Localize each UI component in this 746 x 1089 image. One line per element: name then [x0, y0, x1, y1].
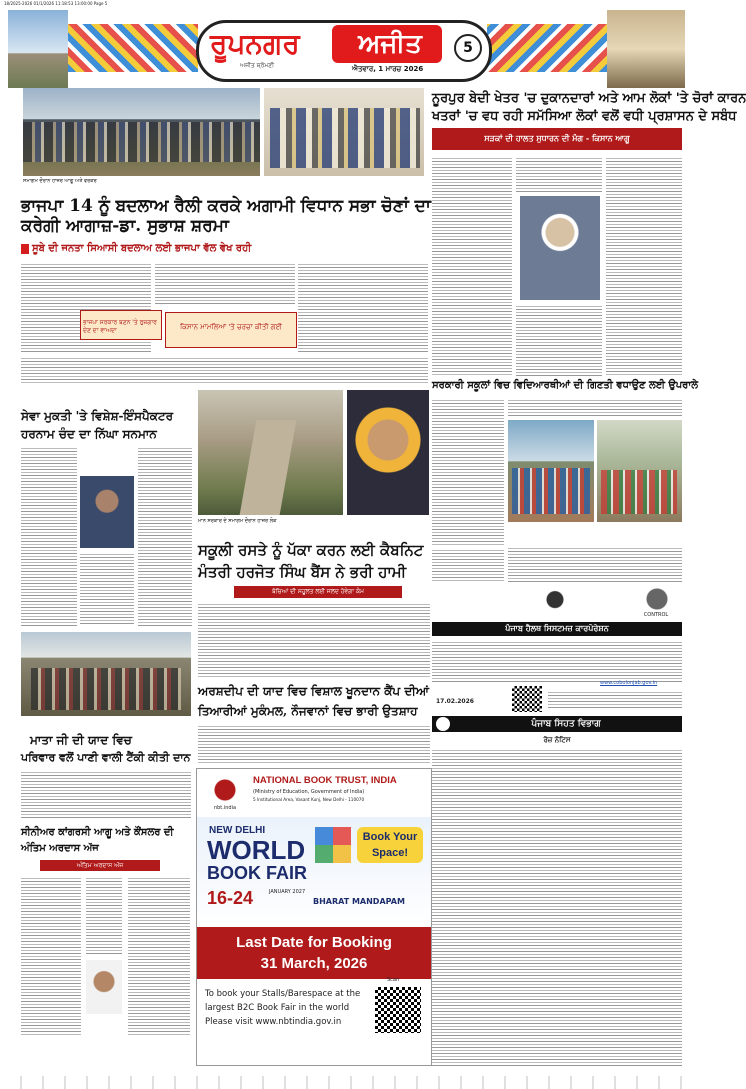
obit-col3	[128, 876, 190, 1036]
main-story-col2	[155, 262, 295, 306]
main-story-col3	[298, 262, 428, 354]
nbt-ministry: (Ministry of Education, Government of India)	[253, 789, 365, 795]
left-headline-line2: ਪਰਿਵਾਰ ਵਲੋਂ ਪਾਣੀ ਵਾਲੀ ਟੈਂਕੀ ਕੀਤੀ ਦਾਨ	[21, 751, 191, 764]
camp-headline-line2: ਤਿਆਰੀਆਂ ਮੁਕੰਮਲ, ਨੌਜਵਾਨਾਂ ਵਿਚ ਭਾਰੀ ਉਤਸ਼ਾਹ	[198, 704, 418, 718]
minister-photo	[347, 390, 429, 515]
road-headline-line2: ਮੰਤਰੀ ਹਰਜੋਤ ਸਿੰਘ ਬੈਂਸ ਨੇ ਭਰੀ ਹਾਮੀ	[198, 563, 407, 581]
masthead-pattern-left	[68, 24, 198, 72]
group-photo-left	[23, 88, 260, 176]
section-title: ਰੂਪਨਗਰ	[210, 27, 300, 60]
deadline-line1: Last Date for Booking	[236, 934, 392, 951]
seva-col2-b	[80, 552, 134, 626]
seva-headline-line1: ਸੇਵਾ ਮੁਕਤੀ 'ਤੇ ਵਿਸ਼ੇਸ਼-ਇੰਸਪੈਕਟਰ	[21, 409, 174, 423]
qr-code-icon	[375, 987, 421, 1033]
page-number: 5	[454, 34, 482, 62]
seva-col3	[138, 446, 192, 626]
obit-headline-line1: ਸੀਨੀਅਰ ਕਾਂਗਰਸੀ ਆਗੂ ਅਤੇ ਕੌਂਸਲਰ ਦੀ	[21, 827, 174, 838]
obit-col1	[21, 876, 81, 1036]
schools-bottom-text	[508, 546, 682, 582]
main-headline: ਭਾਜਪਾ 14 ਨੂੰ ਬਦਲਾਅ ਰੈਲੀ ਕਰਕੇ ਅਗਾਮੀ ਵਿਧਾਨ ਸਭਾ ਚੋਣਾਂ ਦਾ ਕਰੇਗੀ ਆਗਾਜ਼-ਡਾ. ਸੁਭਾਸ਼ ਸ਼ਰਮਾ	[21, 196, 431, 236]
fair-dates: 16-24	[207, 888, 254, 908]
arrow-icon	[21, 244, 29, 254]
masthead-subtitle: ਅਜੀਤ ਸ਼੍ਰੋਮਣੀ	[240, 62, 275, 69]
schools-photo-1	[508, 420, 594, 522]
control-logo-text: CONTROL	[643, 612, 669, 618]
fair-logo-icon	[315, 827, 351, 863]
obit-photo	[86, 960, 122, 1014]
schools-photo-2	[597, 420, 682, 522]
masthead-left-photo	[8, 10, 68, 88]
right-story-col3	[606, 156, 682, 376]
fair-venue: BHARAT MANDAPAM	[313, 897, 405, 906]
photo-caption-mid: ਮਾਨ ਸਰਕਾਰ ਦੇ ਸਮਾਗਮ ਦੌਰਾਨ ਹਾਜ਼ਰ ਲੋਕ	[198, 518, 277, 524]
obit-headline-line2: ਅੰਤਿਮ ਅਰਦਾਸ ਅੱਜ	[21, 843, 99, 854]
notice-header-bar	[432, 622, 682, 636]
schools-top-text	[508, 398, 682, 418]
road-photo	[198, 390, 343, 515]
notice-website[interactable]: www.cobolonjab.gov.in	[600, 680, 658, 686]
right-headline-line1: ਨੂਰਪੁਰ ਬੇਦੀ ਖੇਤਰ 'ਚ ਦੁਕਾਨਦਾਰਾਂ ਅਤੇ ਆਮ ਲੋਕਾਂ 'ਤੇ ਚੋਰਾਂ ਕਾਰਨ	[432, 91, 746, 106]
nbt-body-3: Please visit www.nbtindia.gov.in	[205, 1017, 342, 1027]
main-subhead: ਸੂਬੇ ਦੀ ਜਨਤਾ ਸਿਆਸੀ ਬਦਲਾਅ ਲਈ ਭਾਜਪਾ ਵੱਲ ਵੇਖ ਰਹੀ	[32, 243, 252, 254]
officer-photo	[80, 476, 134, 548]
main-story-bottom	[21, 356, 428, 384]
deadline-banner	[197, 927, 431, 979]
right-headline-line2: ਖਤਰਾਂ 'ਚ ਵਧ ਰਹੀ ਸਮੱਸਿਆ ਲੋਕਾਂ ਵਲੋਂ ਵਧੀ ਪ੍ਰਸ਼ਾਸਨ ਦੇ ਸਬੰਧ	[432, 109, 737, 124]
notice-signoff	[548, 690, 682, 710]
right-story-col2b	[516, 304, 602, 376]
brand-title: ਅਜੀਤ	[358, 29, 422, 59]
notice-header-text: ਪੰਜਾਬ ਹੈਲਥ ਸਿਸਟਮਜ਼ ਕਾਰਪੋਰੇਸ਼ਨ	[505, 624, 609, 633]
fair-title-1: WORLD	[207, 835, 306, 865]
issue-date: ਐਤਵਾਰ, 1 ਮਾਰਚ 2026	[352, 65, 424, 73]
inset-box-2	[165, 312, 297, 348]
print-info: 18/2025-2026 01/1/2026 11:18:53 13:00:00 Page 5	[4, 1, 108, 6]
schools-col1	[432, 398, 504, 546]
tender-subheader: ਰੋਜ਼ ਨੋਟਿਸ	[543, 736, 571, 744]
photo-caption-top: ਸਮਾਗਮ ਦੌਰਾਨ ਹਾਜ਼ਰ ਆਗੂ ਅਤੇ ਵਰਕਰ	[23, 178, 97, 184]
nbt-logo-text: nbt.india	[213, 805, 237, 811]
book-space-text: Book Your Space!	[362, 831, 418, 859]
tender-header-text: ਪੰਜਾਬ ਸਿਹਤ ਵਿਭਾਗ	[531, 719, 601, 729]
inset-2-text: ਕਿਸਾਨ ਮਾਮਲਿਆਂ 'ਤੇ ਚਰਚਾ ਕੀਤੀ ਗਈ	[179, 323, 283, 331]
nbt-address: 5 Institutional Area, Vasant Kunj, New Delhi - 110070	[253, 797, 365, 802]
nbt-logo-icon	[205, 775, 245, 805]
notice-date: 17.02.2026	[436, 698, 474, 705]
fair-city: NEW DELHI	[209, 825, 266, 836]
right-story-col2a	[516, 156, 602, 194]
masthead-pattern-right	[487, 24, 607, 72]
camp-story-body	[198, 724, 430, 764]
fair-title-2: BOOK FAIR	[207, 863, 308, 883]
camp-headline-line1: ਅਰਸ਼ਦੀਪ ਦੀ ਯਾਦ ਵਿਚ ਵਿਸ਼ਾਲ ਖੂਨਦਾਨ ਕੈਂਪ ਦੀਆਂ	[198, 684, 429, 698]
nbt-advert	[196, 768, 432, 1066]
notice-qr-icon	[512, 686, 542, 712]
seva-headline-line2: ਹਰਨਾਮ ਚੰਦ ਦਾ ਨਿੱਘਾ ਸਨਮਾਨ	[21, 427, 157, 441]
group-photo-right	[264, 88, 424, 176]
left-story-body	[21, 770, 191, 820]
control-logo-icon	[640, 586, 674, 612]
scan-label: Scan	[387, 977, 400, 983]
left-headline-line1: ਮਾਤਾ ਜੀ ਦੀ ਯਾਦ ਵਿਚ	[30, 733, 132, 747]
obit-redbar	[40, 860, 160, 871]
emblem-icon	[540, 586, 570, 620]
main-story-col1	[21, 262, 151, 354]
schools-col1-b	[432, 548, 504, 582]
nbt-org: NATIONAL BOOK TRUST, INDIA	[253, 775, 397, 786]
right-redbar	[432, 128, 682, 150]
seva-col1	[21, 446, 77, 626]
portrait-photo	[520, 196, 600, 300]
deadline-line2: 31 March, 2026	[260, 955, 368, 972]
obit-redbar-text: ਅੰਤਿਮ ਅਰਦਾਸ ਅੱਜ	[76, 862, 124, 869]
obit-col2	[86, 876, 122, 956]
inset-box-1	[80, 310, 162, 340]
nbt-body-1: To book your Stalls/Barespace at the	[205, 989, 361, 999]
fair-month: JANUARY 2027	[269, 889, 306, 895]
tender-logo-icon	[436, 717, 450, 731]
notice-body	[432, 640, 682, 684]
masthead-right-photo	[607, 10, 685, 88]
right-redbar-text: ਸੜਕਾਂ ਦੀ ਹਾਲਤ ਸੁਧਾਰਨ ਦੀ ਮੰਗ - ਕਿਸਾਨ ਆਗੂ	[484, 134, 630, 143]
masthead	[0, 10, 687, 88]
road-headline-line1: ਸਕੂਲੀ ਰਸਤੇ ਨੂੰ ਪੱਕਾ ਕਰਨ ਲਈ ਕੈਬਨਿਟ	[198, 541, 424, 559]
nbt-body-2: largest B2C Book Fair in the world	[205, 1003, 350, 1013]
tender-header	[432, 716, 682, 732]
road-story-body	[198, 602, 430, 678]
tank-photo	[21, 632, 191, 716]
road-redbar-text: ਬੱਚਿਆਂ ਦੀ ਸਹੂਲਤ ਲਈ ਜਲਦ ਹੋਵੇਗਾ ਕੰਮ	[271, 588, 364, 595]
book-space-badge	[357, 827, 423, 863]
tender-body	[432, 748, 682, 1068]
schools-headline: ਸਰਕਾਰੀ ਸਕੂਲਾਂ ਵਿਚ ਵਿਦਿਆਰਥੀਆਂ ਦੀ ਗਿਣਤੀ ਵਧਾਉਣ ਲਈ ਉਪਰਾਲੇ	[432, 380, 698, 391]
bottom-margin	[0, 1076, 687, 1089]
right-story-col1	[432, 156, 512, 376]
road-redbar	[234, 586, 402, 598]
inset-1-text: ਭਾਜਪਾ ਸਰਕਾਰ ਬਣਨ 'ਤੇ ਰੁਜ਼ਗਾਰ ਦੇਣ ਦਾ ਵਾਅਦਾ	[83, 319, 157, 334]
